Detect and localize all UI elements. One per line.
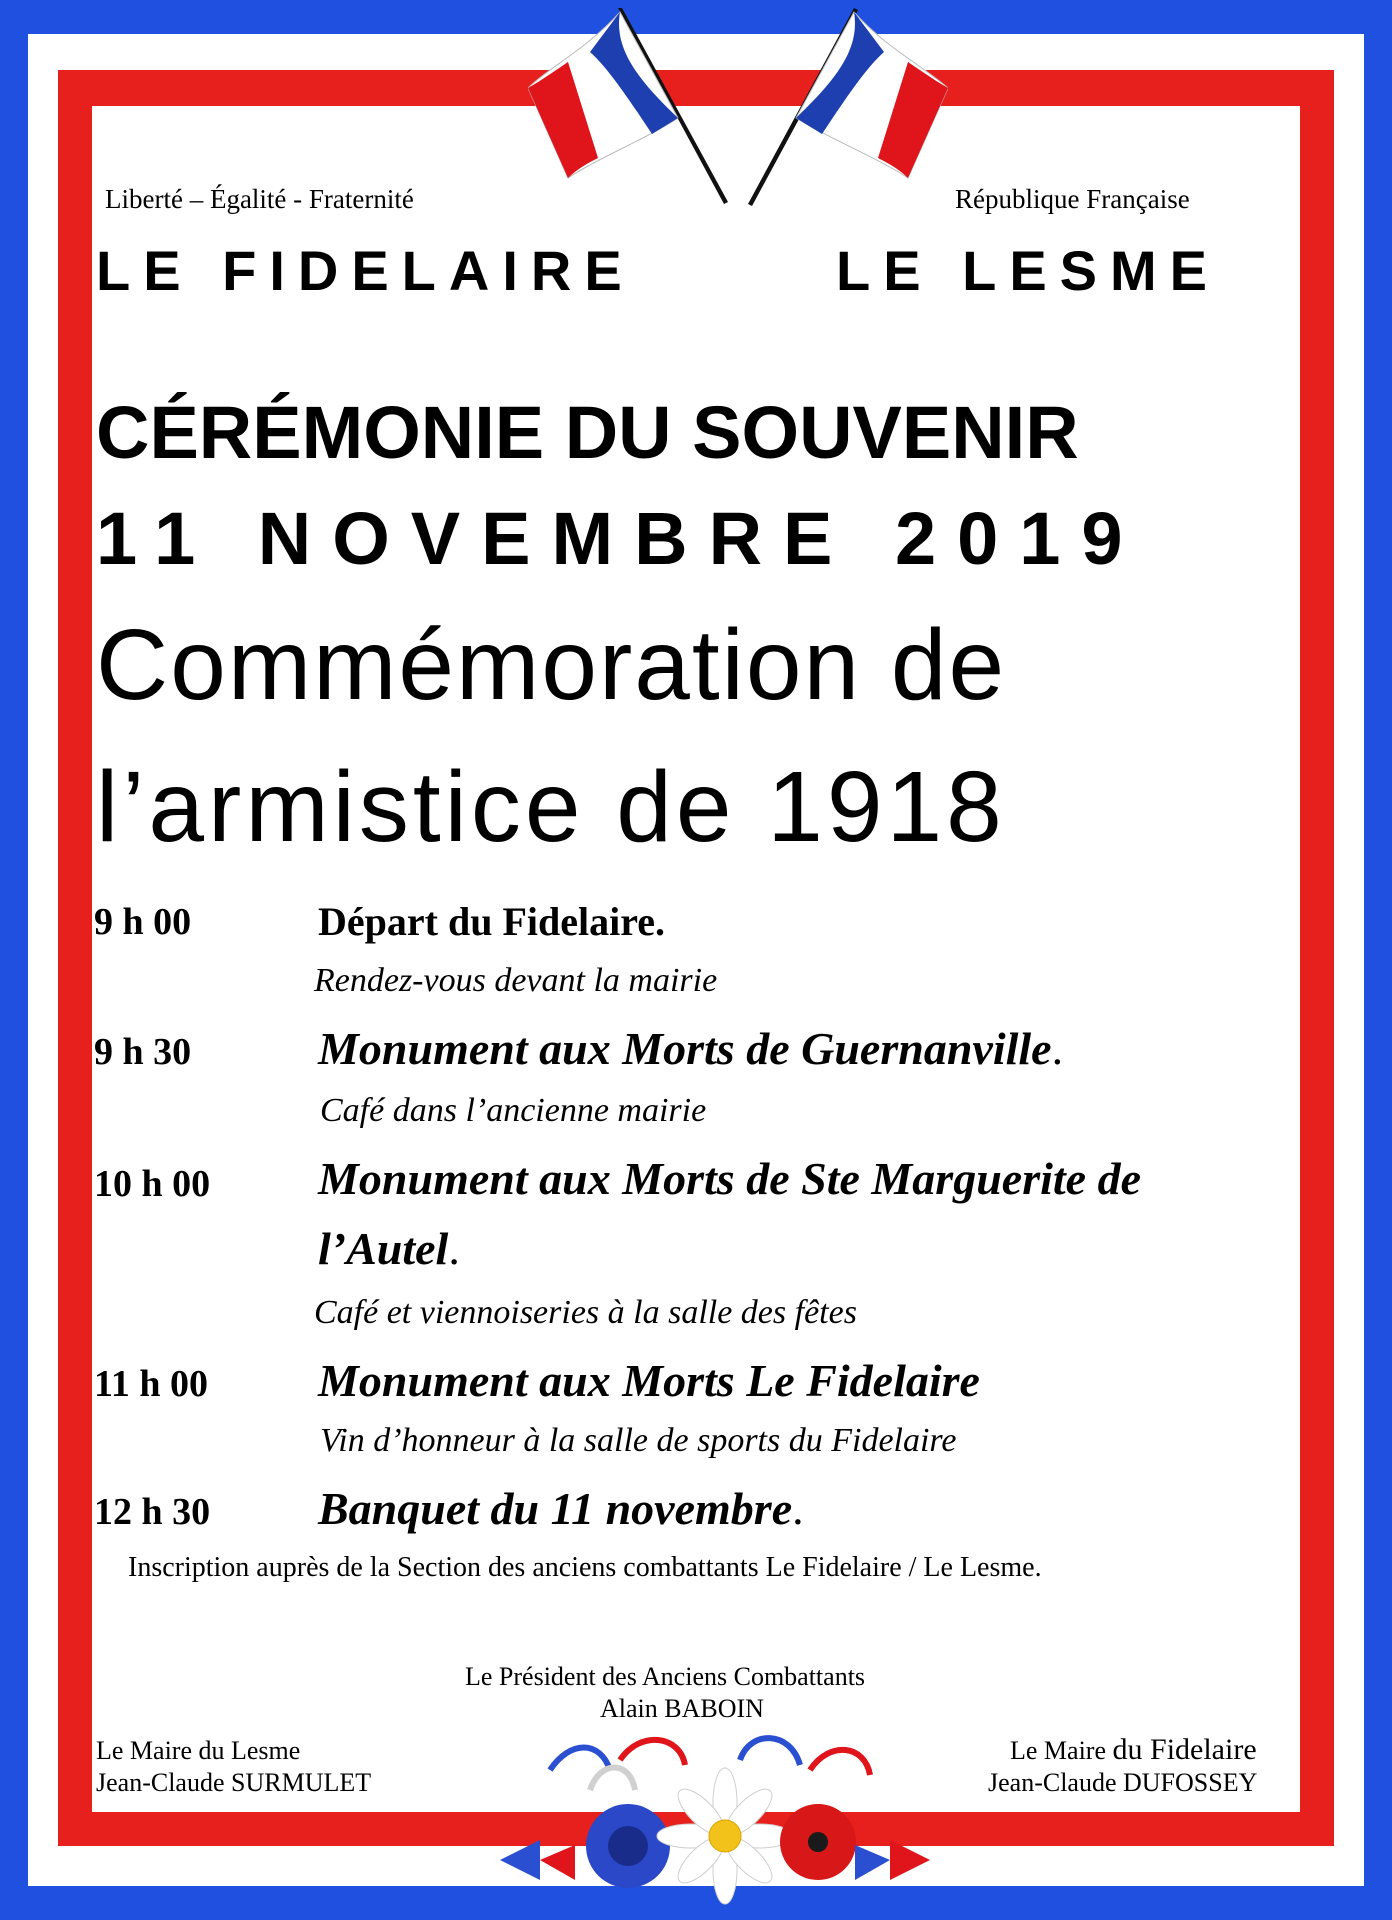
mayor-right-title-b: du Fidelaire [1112,1733,1257,1766]
french-flags-icon [528,8,948,218]
schedule-event-1: Départ du Fidelaire. [318,899,666,944]
schedule-time-3: 10 h 00 [94,1163,211,1205]
schedule-event-4: Monument aux Morts Le Fidelaire [318,1355,980,1406]
schedule-event-5-row: Banquet du 11 novembre. [318,1483,804,1534]
mayor-right-name: Jean-Claude DUFOSSEY [988,1768,1258,1797]
daisy [657,1768,793,1904]
flag-right [748,8,948,206]
inscription-note: Inscription auprès de la Section des anciens combattants Le Fidelaire / Le Lesme. [128,1552,1042,1583]
schedule-time-2: 9 h 30 [94,1031,192,1073]
commune-right: LE LESME [836,239,1221,302]
mayor-right-title-row [1010,1733,1257,1767]
schedule-time-1: 9 h 00 [94,901,192,943]
schedule-event-3-cont-row: l’Autel. [318,1223,460,1274]
mayor-left-name: Jean-Claude SURMULET [96,1768,372,1797]
cornflower [586,1804,670,1888]
flag-left [528,8,728,204]
president-name: Alain BABOIN [600,1694,764,1723]
schedule-event-2: Monument aux Morts de Guernanville [318,1023,1052,1074]
motto-text: Liberté – Égalité - Fraternité [105,184,414,214]
president-title: Le Président des Anciens Combattants [465,1662,866,1691]
schedule-event-5: Banquet du 11 novembre [318,1483,793,1534]
schedule-time-4: 11 h 00 [94,1363,209,1405]
schedule-event-3: Monument aux Morts de Ste Marguerite de [318,1153,1141,1204]
schedule-sub-4: Vin d’honneur à la salle de sports du Fidelaire [320,1422,957,1459]
schedule-event-3-cont: l’Autel [318,1223,449,1274]
title-date: 11 NOVEMBRE 2019 [96,497,1144,580]
mayor-right-title-a: Le Maire [1010,1736,1113,1765]
title-ceremony: CÉRÉMONIE DU SOUVENIR [96,391,1079,474]
schedule-event-2-row: Monument aux Morts de Guernanville. [318,1023,1064,1074]
flower-bouquet-icon [480,1730,950,1905]
schedule-sub-3: Café et viennoiseries à la salle des fêtes [314,1294,857,1331]
title-armistice: l’armistice de 1918 [96,751,1006,863]
schedule-sub-1: Rendez-vous devant la mairie [314,962,718,999]
title-commemoration: Commémoration de [96,609,1007,721]
commune-left: LE FIDELAIRE [96,239,635,302]
schedule-sub-2: Café dans l’ancienne mairie [320,1092,707,1129]
schedule-time-5: 12 h 30 [94,1491,211,1533]
mayor-left-title: Le Maire du Lesme [96,1736,301,1765]
republic-text: République Française [955,184,1190,214]
poppy [780,1804,856,1880]
